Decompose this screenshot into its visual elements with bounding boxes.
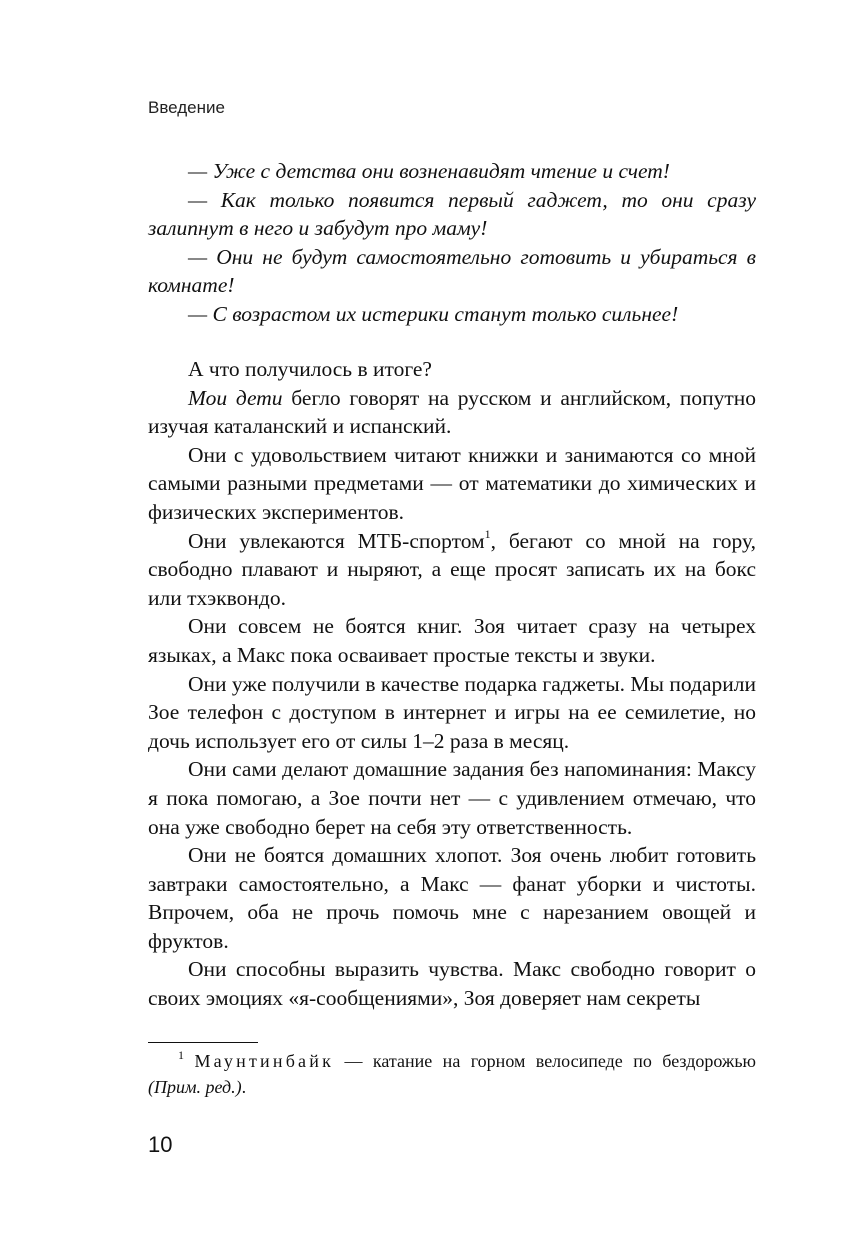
paragraph [148, 527, 756, 613]
running-head: Введение [148, 98, 225, 117]
italic-phrase: Мои дети [188, 385, 283, 410]
footnote-number: 1 [178, 1048, 184, 1062]
body-text [148, 355, 756, 1013]
paragraph: Они способны выразить чувства. Макс свободно говорит о своих эмоциях «я-сообщениями», Зоя доверяет нам секреты [148, 957, 756, 1011]
quotes-block [148, 157, 756, 329]
footnote-term: Маунтинбайк [194, 1051, 335, 1071]
footnote [148, 1049, 756, 1100]
footnote-text: — катание на горном велосипеде по бездорожью [334, 1051, 757, 1071]
quote-line: — С возрастом их истерики станут только сильнее! [188, 301, 679, 326]
footnote-marker: 1 [484, 527, 491, 542]
paragraph-text: бегло говорят на русском и английском, попутно изучая каталанский и испанский. [148, 385, 757, 439]
paragraph: Они сами делают домашние задания без напоминания: Максу я пока помогаю, а Зое почти нет — с удивлением отмечаю, что она уже свободно берет на себя эту ответственность. [148, 757, 756, 839]
paragraph: Они с удовольствием читают книжки и занимаются со мной самыми разными предметами — от математики до химических и физических экспериментов. [148, 442, 756, 524]
footnote-divider [148, 1042, 258, 1043]
quote-line: — Как только появится первый гаджет, то они сразу залипнут в него и забудут про маму! [148, 187, 756, 241]
paragraph-text: Они увлекаются МТБ-спортом [188, 528, 485, 553]
footnote-end: . [241, 1076, 247, 1097]
question-paragraph: А что получилось в итоге? [188, 357, 432, 381]
footnote-note: (Прим. ред.) [148, 1076, 242, 1097]
paragraph: Они уже получили в качестве подарка гаджеты. Мы подарили Зое телефон с доступом в интернет и игры на ее семилетие, но дочь использует его от силы 1–2 раза в месяц. [148, 671, 756, 753]
quote-line: — Уже с детства они возненавидят чтение и счет! [188, 159, 670, 183]
paragraph-text: , бегают со мной на гору, свободно плавают и ныряют, а еще просят записать их на бокс или тхэквондо. [148, 528, 756, 610]
paragraph: Они не боятся домашних хлопот. Зоя очень любит готовить завтраки самостоятельно, а Макс — фанат уборки и чистоты. Впрочем, оба не прочь помочь мне с нарезанием овощей и фруктов. [148, 843, 756, 953]
page-number: 10 [148, 1132, 173, 1157]
paragraph: Они совсем не боятся книг. Зоя читает сразу на четырех языках, а Макс пока осваивает простые тексты и звуки. [148, 614, 756, 667]
paragraph [148, 384, 756, 441]
quote-line: — Они не будут самостоятельно готовить и убираться в комнате! [148, 244, 756, 298]
